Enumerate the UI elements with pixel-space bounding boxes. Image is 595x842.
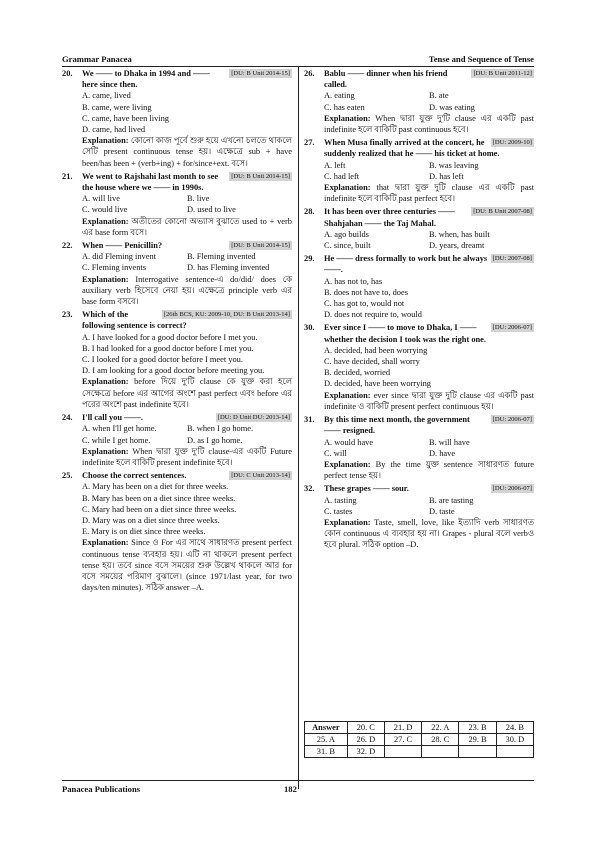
option-item: C. Fleming invents [82,263,146,273]
option-item: D. has Fleming invented [187,263,270,273]
option-item: C. will [324,448,347,458]
option-item: B. does not have to, does [324,287,408,297]
explanation-text: ever since দ্বারা যুক্ত দুটি clause এর একটি past indefinite ও বাকিটি present perfect continuous হয়। [324,390,535,411]
explanation-label: Explanation: [324,183,371,193]
explanation [62,376,292,410]
option-item: C. tastes [324,506,353,516]
option-row [324,90,534,101]
option-item: C. since, built [324,241,371,251]
explanation [304,390,534,412]
question-item [62,309,292,410]
explanation-label: Explanation: [324,459,371,469]
option-item: B. Mary has been on a diet since three weeks. [82,493,236,503]
question-item [304,137,534,204]
option-item: B. ate [429,91,449,101]
explanation-text: When দ্বারা যুক্ত দু'টি clause-এর একটি Future indefinite হলে বাকিটি present indefinite হবে। [82,446,292,467]
question-item [304,206,534,251]
option-row [324,171,534,182]
source-tag: [DU: B Unit 2014-15] [231,70,290,77]
option-item: C. came, have been living [82,113,169,123]
explanation [62,274,292,308]
answer-cell: 30. D [496,734,533,746]
option-row [82,251,292,262]
answer-cell: 22. A [422,722,459,734]
option-item: A. ago builds [324,229,369,239]
option-item: A. when I'll get home. [82,424,157,434]
question-stem [304,483,534,494]
question-item [304,414,534,481]
option-item: A. did Fleming invent [82,252,156,262]
question-stem [304,206,534,228]
explanation-text: When দ্বারা যুক্ত দু'টি clause এর একটি past indefinite হলে বাকিটি past continuous হবে। [324,113,534,135]
answer-cell: 28. C [422,734,459,746]
answer-cell: 24. B [496,722,533,734]
question-stem [62,68,292,90]
source-tag: [DU: B Unit 2014-15] [231,242,290,250]
option-item: D. have [429,448,456,458]
answer-row [305,722,534,734]
explanation [304,517,534,551]
option-item: D. as I go home. [187,435,243,445]
option-item: D. Mary was on a diet since three weeks. [82,515,220,525]
option-row [324,160,534,171]
answer-cell: 20. C [347,722,384,734]
question-text: Which of the following sentence is correct? [82,310,187,331]
question-stem [62,309,292,331]
option-item: A. has not to, has [324,276,383,286]
option-item: D. used to live [187,205,236,215]
option-row [82,435,292,446]
option-list [62,90,292,135]
answer-cell: 27. C [384,734,421,746]
question-text: By this time next month, the government —— resigned. [324,415,470,436]
footer-publisher: Panacea Publications [62,784,141,794]
option-item: B. decided, worried [324,368,391,378]
option-item: C. would live [82,205,128,215]
question-item [62,412,292,468]
explanation-label: Explanation: [82,377,129,387]
option-list [304,160,534,182]
page-header [62,52,534,67]
option-item: A. will live [82,194,120,204]
option-item: B. are tasting [429,495,474,505]
answer-row [305,746,534,758]
question-stem [62,412,292,423]
answer-cell [459,746,496,758]
answer-cell: 31. B [305,746,348,758]
explanation-label: Explanation: [82,216,129,226]
question-stem [304,68,534,90]
option-item: B. I had looked for a good doctor before I met you. [82,343,254,353]
option-item: A. eating [324,91,355,101]
option-item: A. tasting [324,495,357,505]
question-text: Choose the correct sentences. [82,471,187,481]
question-item [62,470,292,593]
option-item: D. came, had lived [82,125,146,135]
question-number: 29. [304,254,315,264]
option-row [324,506,534,517]
explanation-text: অতীতের কোনো অভ্যাস বুঝাতে used to + verb এর base form বসে। [82,216,292,237]
explanation-label: Explanation: [324,390,371,400]
option-list [62,251,292,273]
option-item: B. was leaving [429,160,479,170]
source-tag: [DU: 2006-07] [492,324,532,332]
option-row [324,495,534,506]
right-column [304,68,534,553]
option-list [304,276,534,321]
source-tag: [DU: B Unit 2014-15] [231,172,290,180]
answer-cell: 29. B [459,734,496,746]
option-list [304,90,534,112]
option-item: A. I have looked for a good doctor before I met you. [82,332,258,342]
question-stem [62,240,292,251]
question-stem [304,414,534,436]
question-number: 30. [304,323,315,333]
option-item: C. while I get home. [82,435,151,445]
option-item: B. came, were living [82,102,152,112]
option-item: D. was eating [429,102,475,112]
explanation-text: before দিয়ে দু'টি clause কে যুক্ত করা হলে সেক্ষেত্রে before এর আগের অংশে past perfect এবং before এর পরের অংশে past indefinite হবে। [82,377,292,409]
question-stem [304,322,534,344]
explanation-label: Explanation: [82,538,129,548]
question-text: Ever since I —— to move to Dhaka, I —— whether the decision I took was the right one. [324,323,486,344]
option-row [324,437,534,448]
question-number: 31. [304,415,315,425]
option-row [82,423,292,434]
question-number: 20. [62,69,73,78]
question-item [304,253,534,320]
question-item [304,483,534,550]
question-stem [304,253,534,275]
answer-cell: 23. B [459,722,496,734]
option-item: C. has got to, would not [324,299,405,309]
option-row [324,229,534,240]
question-text: These grapes —— sour. [324,484,409,494]
option-list [62,481,292,537]
source-tag: [DU: 2006-07] [492,485,532,493]
answer-label: Answer [305,722,348,734]
explanation [304,182,534,204]
source-tag: [DU: B Unit 2011-12] [473,70,532,77]
option-item: C. I looked for a good doctor before I meet you. [82,355,243,365]
question-item [62,68,292,169]
question-stem [62,470,292,481]
answer-table [304,721,534,758]
explanation-label: Explanation: [324,113,371,123]
question-text: I'll call you ——. [82,413,143,423]
question-text: He —— dress formally to work but he always ——. [324,254,488,275]
answer-cell [384,746,421,758]
question-number: 28. [304,207,315,217]
option-item: A. decided, had been worrying [324,345,428,355]
option-list [304,345,534,390]
option-row [82,204,292,215]
option-item: C. Mary had been on a diet since three weeks. [82,504,237,514]
option-item: B. live [187,194,210,204]
option-item: B. when I go home. [187,424,254,434]
question-text: When —— Penicillin? [82,241,163,251]
option-item: D. does not require to, would [324,310,422,320]
option-item: D. taste [429,506,455,516]
question-text: We went to Rajshahi last month to see the house where we —— in 1990s. [82,171,219,193]
option-list [62,423,292,445]
explanation-label: Explanation: [324,517,371,527]
question-stem [304,137,534,159]
option-item: B. when, has built [429,229,490,239]
option-item: D. years, dreamt [429,241,485,251]
explanation-text: By the time যুক্ত sentence সাধারণত future perfect tense হয়। [324,459,535,481]
question-text: We —— to Dhaka in 1994 and —— here since then. [82,69,210,90]
explanation [304,459,534,481]
option-item: D. I am looking for a good doctor before meeting you. [82,366,265,376]
explanation [304,113,534,135]
option-row [82,262,292,273]
option-item: A. Mary has been on a diet for three weeks. [82,482,229,492]
explanation [62,446,292,468]
left-column [62,68,292,595]
source-tag: [26th BCS, KU: 2009-10, DU: B Unit 2013-14] [163,311,290,319]
question-text: Bablu —— dinner when his friend called. [324,69,448,90]
page-number: 182 [284,784,297,794]
option-item: C. have decided, shall worry [324,357,420,367]
option-item: A. came, lived [82,91,131,101]
header-book-title: Grammar Panacea [62,54,132,64]
question-number: 21. [62,171,73,181]
option-item: B. will have [429,437,470,447]
question-item [304,322,534,412]
explanation-label: Explanation: [82,136,129,146]
explanation-label: Explanation: [82,274,129,284]
option-item: B. Fleming invented [187,252,256,262]
option-row [324,102,534,113]
option-item: E. Mary is on diet since three weeks. [82,527,206,537]
question-number: 22. [62,241,73,251]
question-number: 27. [304,138,315,148]
answer-cell: 32. D [347,746,384,758]
source-tag: [DU: D Unit DU: 2013-14] [217,414,290,422]
answer-cell: 25. A [305,734,348,746]
question-text: It has been over three centuries —— Shahjahan —— the Taj Mahal. [324,207,455,228]
explanation [62,537,292,593]
explanation-text: that দ্বারা যুক্ত দুটি clause এর একটি past indefinite হলে বাকিটি past perfect হবে। [324,183,535,204]
question-text: When Musa finally arrived at the concert, he suddenly realized that he —— his ticket at home. [324,138,500,159]
answer-row [305,734,534,746]
explanation-text: Taste, smell, love, like ইত্যাদি verb সাধারণত কোন continuous এ ব্যবহার হয় না। Grapes - plural বলে verbও হবে plural. সঠিক option –D. [324,517,534,550]
page-footer [62,780,534,795]
answer-cell [496,746,533,758]
explanation [62,135,292,169]
source-tag: [DU: C Unit 2013-14] [231,472,290,480]
explanation [62,216,292,238]
option-row [82,193,292,204]
option-item: D. decided, have been worrying [324,379,431,389]
page [62,52,534,797]
source-tag: [DU: 2009-10] [492,139,532,147]
option-list [304,495,534,517]
option-row [324,240,534,251]
question-item [62,240,292,307]
source-tag: [DU: B Unit 2007-08] [473,208,532,216]
question-number: 23. [62,310,73,320]
question-number: 25. [62,471,73,481]
option-list [304,229,534,251]
answer-cell [422,746,459,758]
explanation-text: Since ও For এর সাথে সাধারণত present perfect continuous tense ব্যবহার হয়। এটি না থাকলে present perfect tense হয়। তবে since বসে সময়ের শুরু উল্লেখ থাকলে আর for বসে সময়ের পরিমাণ বুঝালে। (since 1971/last year, for two days/ten minutes). সঠিক answer –A. [82,538,292,593]
answer-cell: 26. D [347,734,384,746]
question-item [304,68,534,135]
explanation-label: Explanation: [82,446,129,456]
question-item [62,171,292,238]
question-number: 26. [304,69,315,78]
question-number: 32. [304,484,315,494]
option-row [324,448,534,459]
option-item: A. would have [324,437,374,447]
explanation-text: কোনো কাজ পূর্বে শুরু হয়ে এখনো চলতে থাকলে সেটি present continuous tense হয়। এক্ষেত্রে sub + have been/has been + (verb+ing) + for/since+ext. বসে। [82,136,292,168]
option-item: C. has eaten [324,102,365,112]
explanation-text: Interrogative sentence-এ do/did/ does কে auxiliary verb হিসেবে নেয়া হয়। এক্ষেত্রে principle verb এর base form বসবে। [82,274,293,307]
option-item: D. has left [429,171,464,181]
source-tag: [DU: 2007-08] [492,255,532,263]
option-list [304,437,534,459]
source-tag: [DU: 2006-07] [492,416,532,424]
option-list [62,193,292,215]
option-list [62,332,292,377]
column-divider [298,66,299,789]
question-number: 24. [62,413,73,423]
question-stem [62,171,292,193]
answer-cell: 21. D [384,722,421,734]
option-item: A. left [324,160,346,170]
header-chapter-title: Tense and Sequence of Tense [428,54,534,64]
option-item: C. had left [324,171,360,181]
